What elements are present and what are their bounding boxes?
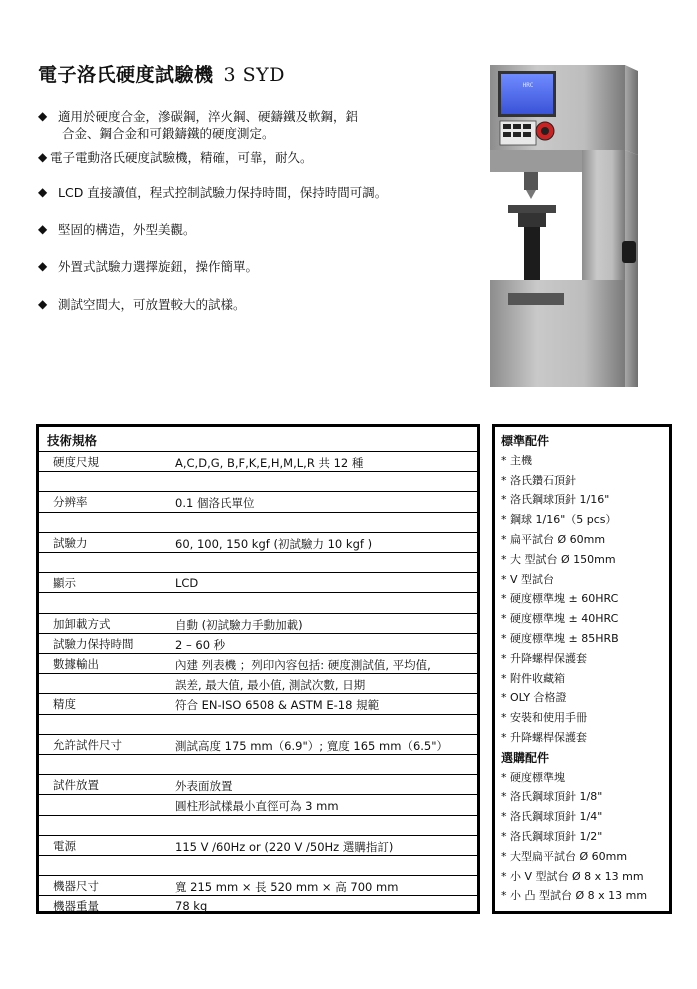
spec-row: [39, 815, 477, 836]
feature-text: 堅固的構造，外型美觀。: [58, 222, 196, 237]
spec-label: 硬度尺規: [53, 455, 99, 469]
feature-item: [36, 221, 466, 238]
technical-spec-table: [36, 424, 480, 914]
spec-label: 分辨率: [53, 495, 88, 510]
feature-text: 外置式試驗力選擇旋鈕，操作簡單。: [58, 259, 259, 274]
feature-item: [36, 108, 466, 142]
spec-row: [39, 693, 477, 714]
accessory-item: * 主機: [501, 453, 532, 467]
spec-row: [39, 572, 477, 593]
spec-row: [39, 613, 477, 634]
accessory-item: * 硬度標準塊: [501, 770, 565, 784]
feature-item: [36, 149, 466, 166]
accessory-item: * 硬度標準塊 ± 40HRC: [501, 612, 619, 626]
spec-value: 寬 215 mm × 長 520 mm × 高 700 mm: [175, 880, 399, 895]
feature-item: [36, 296, 466, 313]
spec-label: 機器尺寸: [53, 879, 99, 894]
spec-value: 78 kg: [175, 899, 208, 914]
title-main: 電子洛氏硬度試驗機: [38, 64, 214, 86]
page-title: [38, 60, 285, 87]
spec-label: 電源: [53, 838, 76, 853]
accessory-item: * 升降螺桿保護套: [501, 651, 587, 665]
accessory-item: * 大 型試台 Ø 150mm: [501, 552, 616, 566]
spec-value: 誤差, 最大值, 最小值, 測試次數, 日期: [175, 678, 366, 693]
accessory-item: * 安裝和使用手冊: [501, 711, 587, 725]
diamond-bullet-icon: ◆: [38, 222, 48, 236]
accessory-panel: [492, 424, 672, 914]
feature-text: 測試空間大，可放置較大的試樣。: [58, 297, 246, 312]
spec-value: 2 – 60 秒: [175, 637, 226, 652]
accessory-item: * 洛氏鋼球頂針 1/16": [501, 493, 610, 507]
spec-row: [39, 491, 477, 512]
spec-row: [39, 653, 477, 674]
spec-label: 試件放置: [53, 778, 99, 793]
spec-label: 數據輸出: [53, 657, 99, 671]
spec-value: 0.1 個洛氏單位: [175, 496, 255, 511]
accessory-item: * 小 凸 型試台 Ø 8 x 13 mm: [501, 889, 648, 903]
standard-accessories-header: 標準配件: [501, 434, 550, 448]
title-model: 3 SYD: [223, 64, 285, 86]
accessory-item: * 升降螺桿保護套: [501, 731, 587, 744]
spec-row: [39, 451, 477, 472]
spec-row: [39, 774, 477, 795]
accessory-item: * 硬度標準塊 ± 60HRC: [501, 592, 619, 606]
optional-accessories-header: 選購配件: [501, 750, 550, 765]
spec-label: 顯示: [53, 576, 76, 591]
spec-label: 加卸載方式: [53, 616, 111, 631]
accessory-item: * 洛氏鋼球頂針 1/2": [501, 830, 603, 843]
spec-row: [39, 855, 477, 876]
feature-text: 適用於硬度合金，滲碳鋼，淬火鋼、硬鑄鐵及軟鋼，鋁: [58, 109, 359, 124]
spec-row: [39, 754, 477, 775]
spec-row: [39, 471, 477, 492]
spec-value: 115 V /60Hz or (220 V /50Hz 選購指訂): [175, 839, 394, 854]
lcd-screen-text: HRC: [522, 82, 534, 89]
accessory-item: * V 型試台: [501, 572, 555, 586]
spec-value: A,C,D,G, B,F,K,E,H,M,L,R 共 12 種: [175, 456, 364, 470]
spec-value: 測試高度 175 mm（6.9"）; 寬度 165 mm（6.5"）: [175, 738, 449, 753]
accessory-item: * 鋼球 1/16"（5 pcs）: [501, 513, 617, 527]
spec-row: [39, 794, 477, 815]
accessory-item: * 附件收藏箱: [501, 671, 565, 685]
spec-row: [39, 673, 477, 694]
spec-value: 自動 (初試驗力手動加載): [175, 617, 303, 632]
spec-label: 精度: [53, 697, 76, 712]
spec-value: 外表面放置: [175, 779, 233, 794]
accessory-item: * OLY 合格證: [501, 691, 567, 705]
diamond-bullet-icon: ◆: [38, 259, 48, 273]
spec-value: 內建 列表機 ；列印內容包括: 硬度測試值, 平均值,: [175, 658, 431, 672]
spec-header: 技術規格: [47, 433, 98, 448]
diamond-bullet-icon: ◆: [38, 150, 48, 164]
spec-label: 機器重量: [53, 899, 99, 914]
accessory-item: * 扁平試台 Ø 60mm: [501, 533, 606, 546]
accessory-item: * 洛氏鑽石頂針: [501, 473, 576, 487]
accessory-item: * 硬度標準塊 ± 85HRB: [501, 632, 619, 645]
spec-row: [39, 714, 477, 735]
spec-label: 允許試件尺寸: [53, 737, 122, 752]
diamond-bullet-icon: ◆: [38, 109, 48, 123]
spec-value: 圓柱形試樣最小直徑可為 3 mm: [175, 799, 339, 814]
spec-row: [39, 552, 477, 573]
accessory-item: * 小 V 型試台 Ø 8 x 13 mm: [501, 869, 644, 883]
feature-item: [36, 258, 466, 275]
accessory-item: * 洛氏鋼球頂針 1/8": [501, 790, 603, 804]
hardness-tester-image: [490, 65, 650, 387]
spec-value: LCD: [175, 576, 199, 591]
feature-text: LCD 直接讀值，程式控制試驗力保持時間，保持時間可調。: [58, 185, 388, 200]
spec-label: 試驗力保持時間: [53, 636, 134, 651]
spec-value: 60, 100, 150 kgf (初試驗力 10 kgf ): [175, 536, 373, 551]
accessory-item: * 洛氏鋼球頂針 1/4": [501, 810, 603, 824]
feature-list: [36, 108, 466, 313]
spec-row: [39, 875, 477, 896]
diamond-bullet-icon: ◆: [38, 185, 48, 199]
feature-text: 電子電動洛氏硬度試驗機，精確，可靠，耐久。: [50, 150, 313, 165]
spec-row: [39, 835, 477, 856]
feature-item: [36, 184, 466, 201]
spec-value: 符合 EN-ISO 6508 & ASTM E-18 規範: [175, 698, 380, 713]
spec-row: [39, 512, 477, 533]
spec-row: [39, 532, 477, 553]
diamond-bullet-icon: ◆: [38, 297, 48, 311]
spec-row: [39, 592, 477, 613]
spec-row: [39, 633, 477, 654]
feature-text: 合金、鋼合金和可鍛鑄鐵的硬度測定。: [62, 126, 275, 141]
accessory-item: * 大型扁平試台 Ø 60mm: [501, 849, 628, 863]
spec-row: [39, 734, 477, 755]
spec-row: [39, 895, 477, 916]
spec-label: 試驗力: [53, 535, 88, 550]
